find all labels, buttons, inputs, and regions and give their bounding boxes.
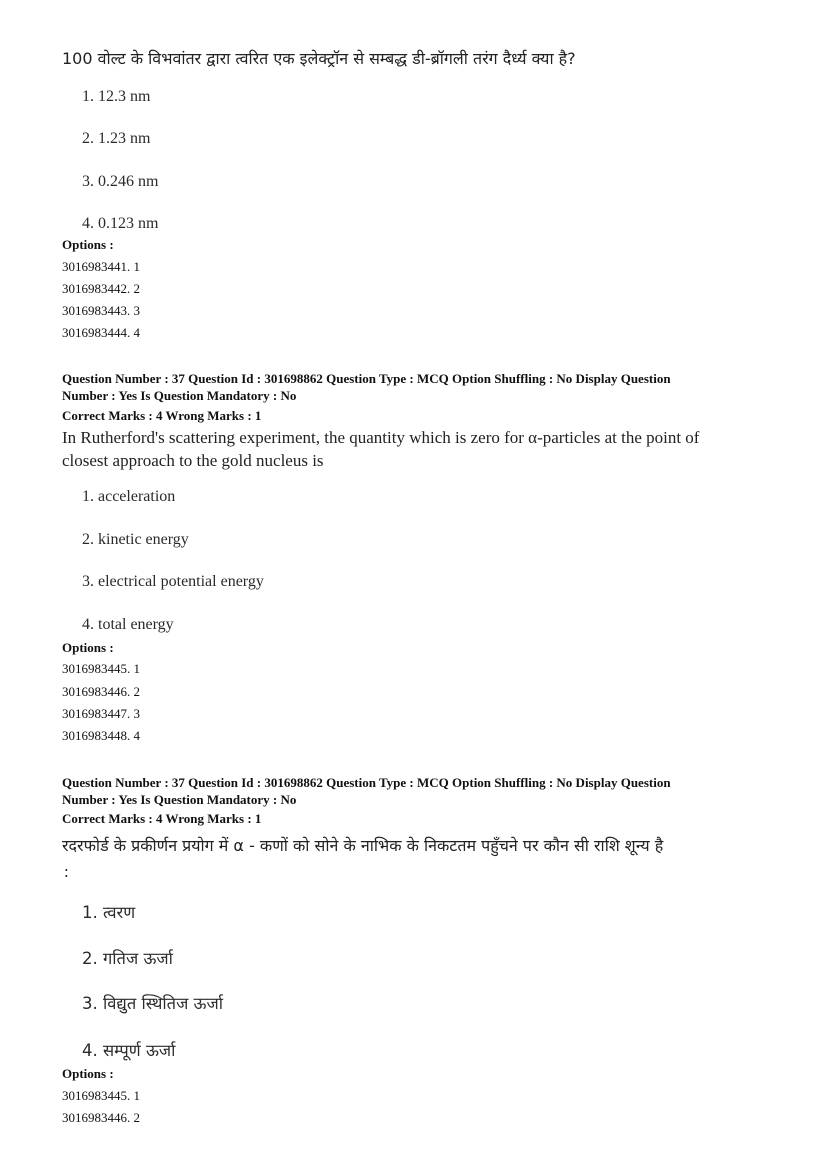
question-marks: Correct Marks : 4 Wrong Marks : 1 — [62, 811, 262, 826]
question-meta: Number : Yes Is Question Mandatory : No — [62, 388, 297, 403]
question-text: 100 वोल्ट के विभवांतर द्वारा त्वरित एक इलेक्ट्रॉन से सम्बद्ध डी-ब्रॉगली तरंग दैर्ध्य क्या है? — [62, 49, 576, 68]
choice-1: 1. त्वरण — [82, 903, 136, 922]
choice-2: 2. kinetic energy — [82, 531, 189, 548]
question-text: In Rutherford's scattering experiment, the quantity which is zero for α-particles at the point of — [62, 428, 700, 447]
option-id: 3016983444. 4 — [62, 325, 140, 340]
option-id: 3016983446. 2 — [62, 684, 140, 699]
question-meta: Question Number : 37 Question Id : 301698862 Question Type : MCQ Option Shuffling : No Display Question — [62, 371, 671, 386]
choice-4: 4. total energy — [82, 616, 174, 633]
question-text: रदरफोर्ड के प्रकीर्णन प्रयोग में α - कणों को सोने के नाभिक के निकटतम पहुँचने पर कौन सी राशि शून्य है — [62, 836, 664, 855]
question-text: : — [64, 862, 69, 881]
option-id: 3016983445. 1 — [62, 1088, 140, 1103]
question-text: closest approach to the gold nucleus is — [62, 451, 324, 470]
option-id: 3016983445. 1 — [62, 661, 140, 676]
option-id: 3016983441. 1 — [62, 259, 140, 274]
options-label: Options : — [62, 640, 114, 655]
options-label: Options : — [62, 1066, 114, 1081]
choice-4: 4. सम्पूर्ण ऊर्जा — [82, 1041, 176, 1060]
option-id: 3016983442. 2 — [62, 281, 140, 296]
option-id: 3016983446. 2 — [62, 1110, 140, 1125]
choice-3: 3. electrical potential energy — [82, 573, 264, 590]
choice-1: 1. 12.3 nm — [82, 88, 151, 105]
choice-3: 3. 0.246 nm — [82, 173, 159, 190]
choice-2: 2. गतिज ऊर्जा — [82, 949, 173, 968]
question-meta: Question Number : 37 Question Id : 301698862 Question Type : MCQ Option Shuffling : No Display Question — [62, 775, 671, 790]
question-meta: Number : Yes Is Question Mandatory : No — [62, 792, 297, 807]
option-id: 3016983443. 3 — [62, 303, 140, 318]
choice-4: 4. 0.123 nm — [82, 215, 159, 232]
choice-1: 1. acceleration — [82, 488, 176, 505]
option-id: 3016983448. 4 — [62, 728, 140, 743]
options-label: Options : — [62, 237, 114, 252]
question-marks: Correct Marks : 4 Wrong Marks : 1 — [62, 408, 262, 423]
choice-3: 3. विद्युत स्थितिज ऊर्जा — [82, 994, 224, 1013]
option-id: 3016983447. 3 — [62, 706, 140, 721]
choice-2: 2. 1.23 nm — [82, 130, 151, 147]
